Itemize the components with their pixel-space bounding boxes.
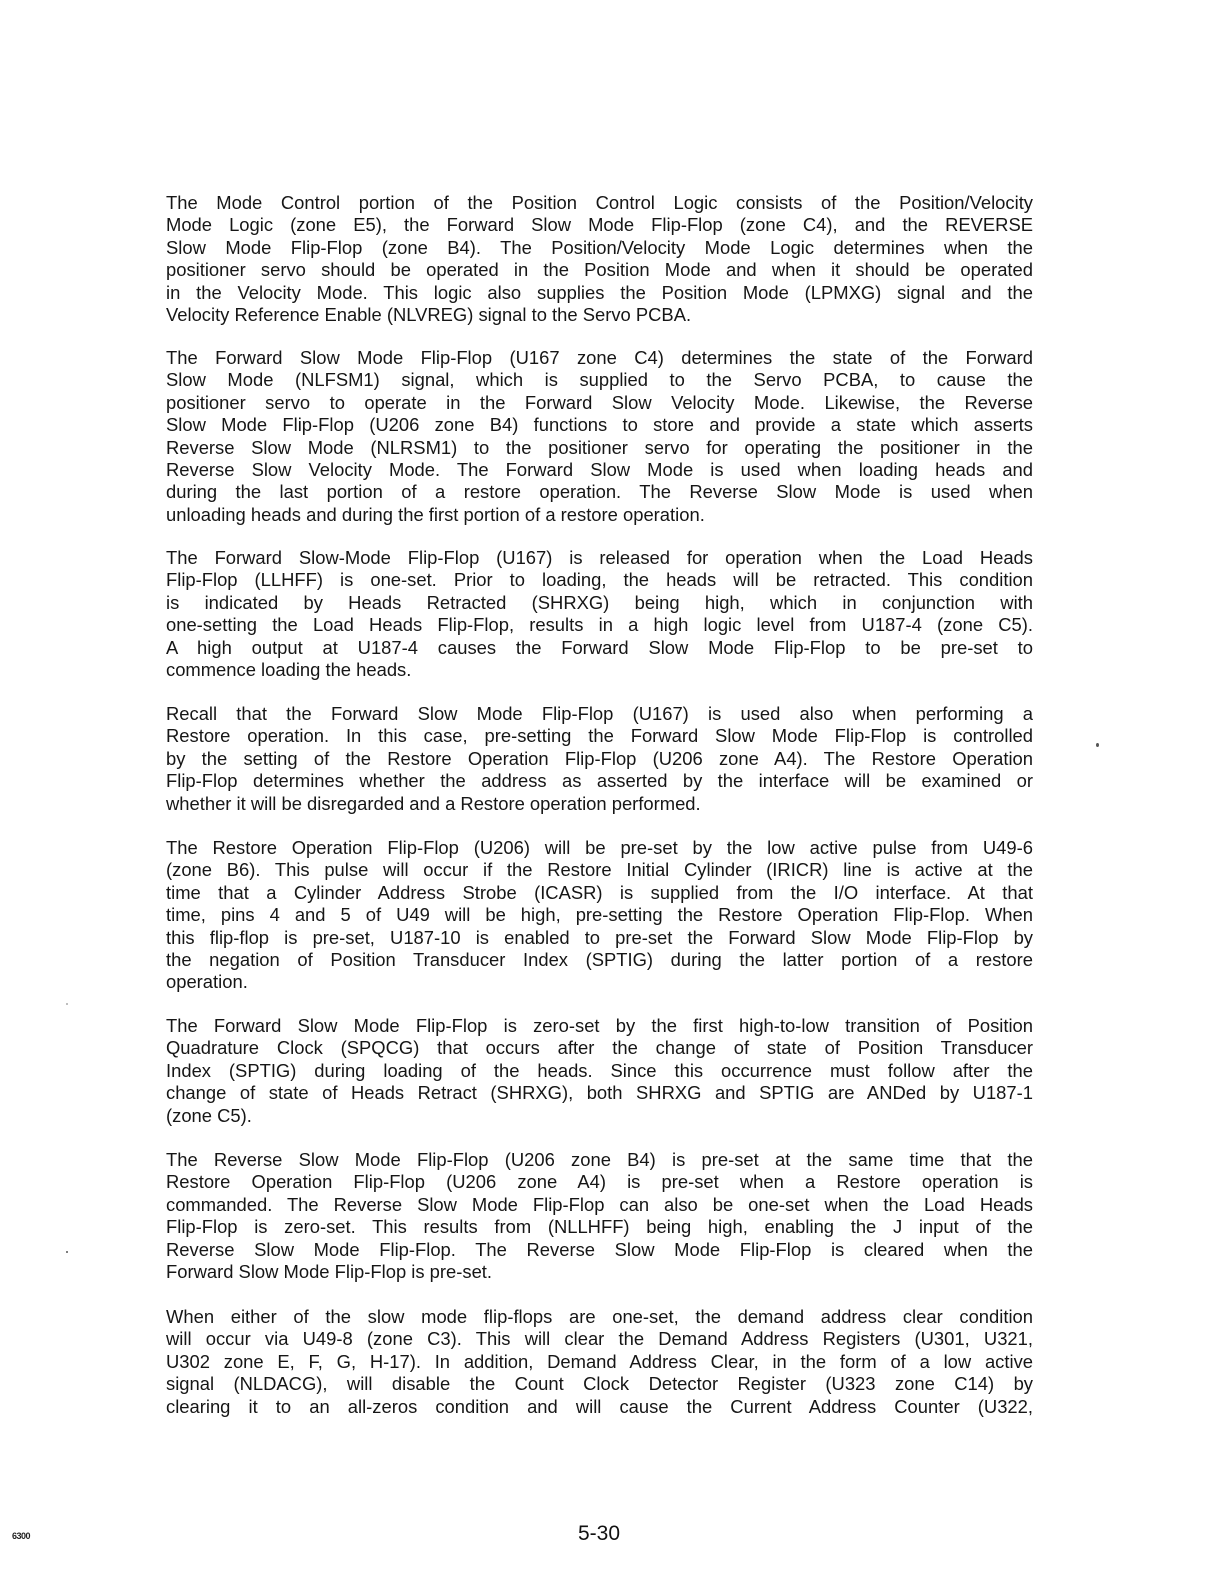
text-line: Slow Mode Flip-Flop (U206 zone B4) functions to store and provide a state which asserts xyxy=(166,414,1033,436)
text-line: time that a Cylinder Address Strobe (ICASR) is supplied from the I/O interface. At that xyxy=(166,881,1033,903)
text-line: Flip-Flop determines whether the address as asserted by the interface will be examined or xyxy=(166,770,1033,792)
paragraph xyxy=(166,837,1033,994)
text-line: Flip-Flop is zero-set. This results from (NLLHFF) being high, enabling the J input of the xyxy=(166,1216,1033,1238)
text-line: is indicated by Heads Retracted (SHRXG) being high, which in conjunction with xyxy=(166,591,1033,613)
text-line: commence loading the heads. xyxy=(166,658,412,680)
text-line: time, pins 4 and 5 of U49 will be high, pre-setting the Restore Operation Flip-Flop. When xyxy=(166,904,1033,926)
text-line: The Mode Control portion of the Position Control Logic consists of the Position/Velocity xyxy=(166,192,1033,213)
text-line: Quadrature Clock (SPQCG) that occurs after the change of state of Position Transducer xyxy=(166,1037,1033,1059)
text-line: The Restore Operation Flip-Flop (U206) will be pre-set by the low active pulse from U49-6 xyxy=(166,837,1033,858)
text-line: signal (NLDACG), will disable the Count Clock Detector Register (U323 zone C14) by xyxy=(166,1373,1033,1395)
text-line: by the setting of the Restore Operation Flip-Flop (U206 zone A4). The Restore Operation xyxy=(166,747,1033,769)
text-line: Restore Operation Flip-Flop (U206 zone A4) is pre-set when a Restore operation is xyxy=(166,1171,1033,1193)
paragraph xyxy=(166,347,1033,526)
text-line: Reverse Slow Velocity Mode. The Forward Slow Mode is used when loading heads and xyxy=(166,458,1033,480)
paragraph xyxy=(166,547,1033,681)
text-line: Flip-Flop (LLHFF) is one-set. Prior to loading, the heads will be retracted. This condition xyxy=(166,569,1033,591)
text-line: Restore operation. In this case, pre-setting the Forward Slow Mode Flip-Flop is controlled xyxy=(166,725,1033,747)
text-line: change of state of Heads Retract (SHRXG), both SHRXG and SPTIG are ANDed by U187-1 xyxy=(166,1082,1033,1104)
text-line: commanded. The Reverse Slow Mode Flip-Flop can also be one-set when the Load Heads xyxy=(166,1193,1033,1215)
scan-speck xyxy=(1096,743,1099,747)
text-line: A high output at U187-4 causes the Forward Slow Mode Flip-Flop to be pre-set to xyxy=(166,636,1033,658)
text-line: Slow Mode Flip-Flop (zone B4). The Position/Velocity Mode Logic determines when the xyxy=(166,236,1033,258)
text-line: The Forward Slow Mode Flip-Flop is zero-set by the first high-to-low transition of Position xyxy=(166,1015,1033,1036)
text-line: will occur via U49-8 (zone C3). This will clear the Demand Address Registers (U301, U321, xyxy=(166,1328,1033,1350)
text-line: When either of the slow mode flip-flops are one-set, the demand address clear condition xyxy=(166,1306,1033,1327)
text-line: whether it will be disregarded and a Restore operation performed. xyxy=(166,792,701,814)
text-line: the negation of Position Transducer Index (SPTIG) during the latter portion of a restore xyxy=(166,948,1033,970)
text-line: Mode Logic (zone E5), the Forward Slow Mode Flip-Flop (zone C4), and the REVERSE xyxy=(166,214,1033,236)
text-line: during the last portion of a restore operation. The Reverse Slow Mode is used when xyxy=(166,481,1033,503)
text-line: The Reverse Slow Mode Flip-Flop (U206 zone B4) is pre-set at the same time that the xyxy=(166,1149,1033,1170)
text-line: Recall that the Forward Slow Mode Flip-Flop (U167) is used also when performing a xyxy=(166,703,1033,724)
text-line: U302 zone E, F, G, H-17). In addition, Demand Address Clear, in the form of a low active xyxy=(166,1350,1033,1372)
text-line: Index (SPTIG) during loading of the heads. Since this occurrence must follow after the xyxy=(166,1059,1033,1081)
text-line: (zone C5). xyxy=(166,1104,252,1126)
text-line: The Forward Slow-Mode Flip-Flop (U167) is released for operation when the Load Heads xyxy=(166,547,1033,568)
text-line: clearing it to an all-zeros condition and will cause the Current Address Counter (U322, xyxy=(166,1395,1033,1417)
document-code: 6300 xyxy=(12,1531,31,1541)
text-line: Reverse Slow Mode Flip-Flop. The Reverse Slow Mode Flip-Flop is cleared when the xyxy=(166,1238,1033,1260)
text-line: one-setting the Load Heads Flip-Flop, results in a high logic level from U187-4 (zone C5). xyxy=(166,614,1033,636)
text-line: unloading heads and during the first portion of a restore operation. xyxy=(166,503,705,525)
text-line: in the Velocity Mode. This logic also supplies the Position Mode (LPMXG) signal and the xyxy=(166,281,1033,303)
text-line: this flip-flop is pre-set, U187-10 is enabled to pre-set the Forward Slow Mode Flip-Flop by xyxy=(166,926,1033,948)
text-line: Slow Mode (NLFSM1) signal, which is supplied to the Servo PCBA, to cause the xyxy=(166,369,1033,391)
text-line: positioner servo should be operated in the Position Mode and when it should be operated xyxy=(166,259,1033,281)
text-line: The Forward Slow Mode Flip-Flop (U167 zone C4) determines the state of the Forward xyxy=(166,347,1033,368)
text-line: Velocity Reference Enable (NLVREG) signal to the Servo PCBA. xyxy=(166,303,692,325)
text-line: Forward Slow Mode Flip-Flop is pre-set. xyxy=(166,1260,493,1282)
text-line: Reverse Slow Mode (NLRSM1) to the positioner servo for operating the positioner in the xyxy=(166,436,1033,458)
text-line: operation. xyxy=(166,971,248,993)
text-line: positioner servo to operate in the Forward Slow Velocity Mode. Likewise, the Reverse xyxy=(166,391,1033,413)
paragraph xyxy=(166,1306,1033,1418)
paragraph xyxy=(166,1149,1033,1283)
paragraph xyxy=(166,703,1033,815)
scan-speck xyxy=(66,1003,68,1005)
text-line: (zone B6). This pulse will occur if the Restore Initial Cylinder (IRICR) line is active at the xyxy=(166,859,1033,881)
page-number: 5-30 xyxy=(578,1522,621,1545)
paragraph xyxy=(166,192,1033,326)
paragraph xyxy=(166,1015,1033,1127)
scan-speck xyxy=(66,1251,68,1253)
